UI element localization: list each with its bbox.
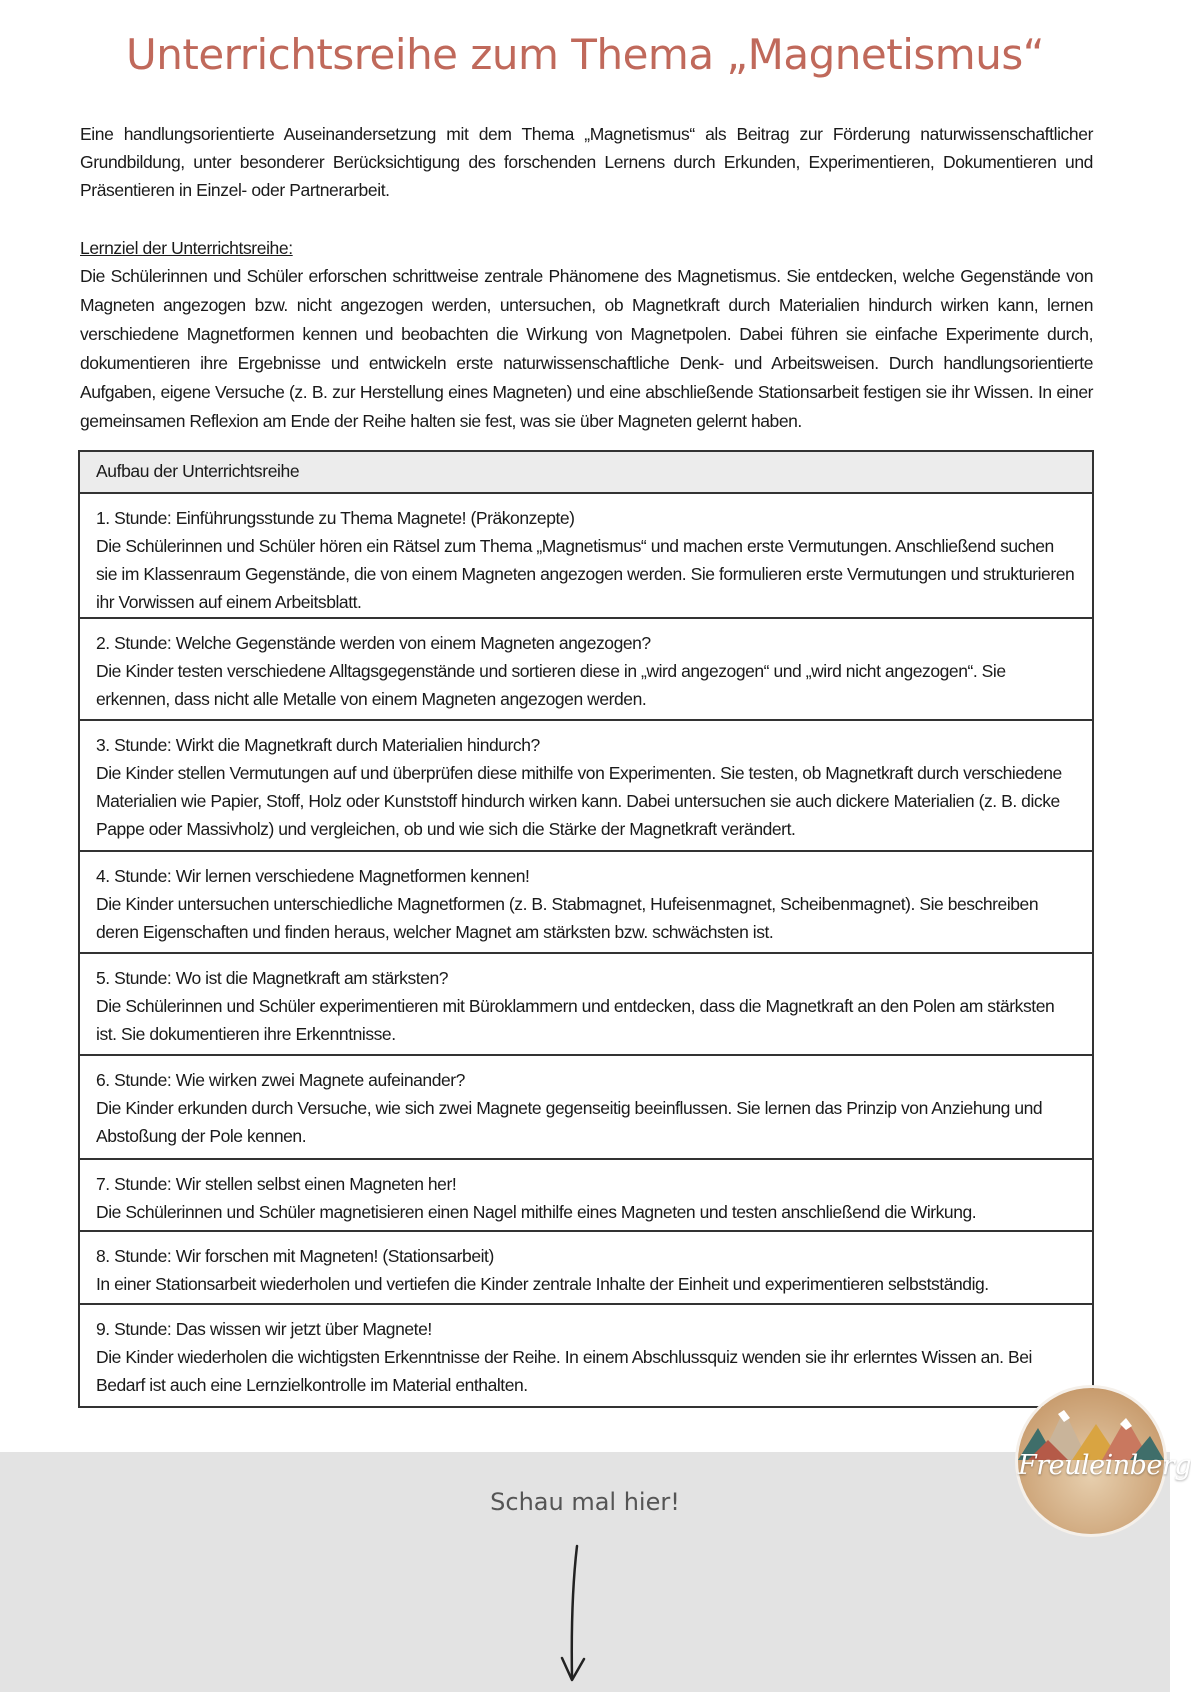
- table-row: [80, 1056, 1092, 1160]
- lesson-title: 2. Stunde: Welche Gegenstände werden von einem Magneten angezogen?: [96, 633, 651, 653]
- lesson-text: Die Kinder erkunden durch Versuche, wie sich zwei Magnete gegenseitig beeinflussen. Sie lernen das Prinzip von Anziehung und Abstoßung der Pole kennen.: [96, 1098, 1043, 1146]
- goal-heading: Lernziel der Unterrichtsreihe:: [80, 238, 293, 258]
- intro-paragraph: Eine handlungsorientierte Auseinandersetzung mit dem Thema „Magnetismus“ als Beitrag zur Förderung naturwissenschaftlicher Grundbildung, unter besonderer Berücksichtigung des forschenden Lernens durch Erkunden, Experimentieren, Dokumentieren und Präsentieren in Einzel- oder Partnerarbeit.: [80, 124, 1093, 200]
- table-header: Aufbau der Unterrichtsreihe: [80, 452, 1092, 494]
- lesson-title: 3. Stunde: Wirkt die Magnetkraft durch Materialien hindurch?: [96, 735, 540, 755]
- page-title: Unterrichtsreihe zum Thema „Magnetismus“: [126, 30, 1044, 79]
- table-row: [80, 852, 1092, 954]
- lesson-title: 8. Stunde: Wir forschen mit Magneten! (Stationsarbeit): [96, 1246, 494, 1266]
- brand-logo: [1018, 1388, 1191, 1534]
- lesson-text: In einer Stationsarbeit wiederholen und vertiefen die Kinder zentrale Inhalte der Einheit und experimentieren selbstständig.: [96, 1274, 989, 1294]
- lesson-text: Die Schülerinnen und Schüler hören ein Rätsel zum Thema „Magnetismus“ und machen erste Vermutungen. Anschließend suchen sie im Klassenraum Gegenstände, die von einem Magneten angezogen werden. Sie formulieren erste Vermutungen und strukturieren ihr Vorwissen auf einem Arbeitsblatt.: [96, 536, 1075, 612]
- table-row: [80, 721, 1092, 852]
- lesson-title: 5. Stunde: Wo ist die Magnetkraft am stärksten?: [96, 968, 449, 988]
- table-row: [80, 494, 1092, 619]
- preview-band: [0, 1450, 1191, 1692]
- goal-paragraph: Die Schülerinnen und Schüler erforschen schrittweise zentrale Phänomene des Magnetismus. Sie entdecken, welche Gegenstände von Magneten angezogen bzw. nicht angezogen werden, untersuchen, ob Magnetkraft durch Materialien hindurch wirken kann, lernen verschiedene Magnetformen kennen und beobachten die Wirkung von Magnetpolen. Dabei führen sie einfache Experimente durch, dokumentieren ihre Ergebnisse und entwickeln erste naturwissenschaftliche Denk- und Arbeitsweisen. Durch handlungsorientierte Aufgaben, eigene Versuche (z. B. zur Herstellung eines Magneten) und eine abschließende Stationsarbeit festigen sie ihr Wissen. In einer gemeinsamen Reflexion am Ende der Reihe halten sie fest, was sie über Magneten gelernt haben.: [80, 266, 1093, 431]
- lesson-table: [78, 450, 1094, 1408]
- table-row: [80, 619, 1092, 721]
- lesson-text: Die Kinder testen verschiedene Alltagsgegenstände und sortieren diese in „wird angezogen“ und „wird nicht angezogen“. Sie erkennen, dass nicht alle Metalle von einem Magneten angezogen werden.: [96, 661, 1006, 709]
- look-here-label: Schau mal hier!: [490, 1488, 680, 1516]
- table-row: [80, 954, 1092, 1056]
- lesson-text: Die Kinder wiederholen die wichtigsten Erkenntnisse der Reihe. In einem Abschlussquiz wenden sie ihr erlerntes Wissen an. Bei Bedarf ist auch eine Lernzielkontrolle im Material enthalten.: [96, 1347, 1032, 1395]
- table-row: [80, 1160, 1092, 1232]
- arrow-down-icon: [555, 1540, 595, 1690]
- lesson-title: 1. Stunde: Einführungsstunde zu Thema Magnete! (Präkonzepte): [96, 508, 575, 528]
- lesson-text: Die Schülerinnen und Schüler experimentieren mit Büroklammern und entdecken, dass die Magnetkraft an den Polen am stärksten ist. Sie dokumentieren ihre Erkenntnisse.: [96, 996, 1055, 1044]
- lesson-title: 9. Stunde: Das wissen wir jetzt über Magnete!: [96, 1319, 432, 1339]
- table-row: [80, 1232, 1092, 1305]
- lesson-title: 4. Stunde: Wir lernen verschiedene Magnetformen kennen!: [96, 866, 530, 886]
- lesson-text: Die Kinder untersuchen unterschiedliche Magnetformen (z. B. Stabmagnet, Hufeisenmagnet, Scheibenmagnet). Sie beschreiben deren Eigenschaften und finden heraus, welcher Magnet am stärksten bzw. schwächsten ist.: [96, 894, 1039, 942]
- logo-text: Freuleinberg: [1018, 1450, 1191, 1481]
- lesson-title: 6. Stunde: Wie wirken zwei Magnete aufeinander?: [96, 1070, 465, 1090]
- lesson-text: Die Kinder stellen Vermutungen auf und überprüfen diese mithilfe von Experimenten. Sie testen, ob Magnetkraft durch verschiedene Materialien wie Papier, Stoff, Holz oder Kunststoff hindurch wirken kann. Dabei untersuchen sie auch dickere Materialien (z. B. dicke Pappe oder Massivholz) und vergleichen, ob und wie sich die Stärke der Magnetkraft verändert.: [96, 763, 1062, 839]
- table-row: [80, 1305, 1092, 1406]
- lesson-text: Die Schülerinnen und Schüler magnetisieren einen Nagel mithilfe eines Magneten und testen anschließend die Wirkung.: [96, 1202, 977, 1222]
- lesson-title: 7. Stunde: Wir stellen selbst einen Magneten her!: [96, 1174, 457, 1194]
